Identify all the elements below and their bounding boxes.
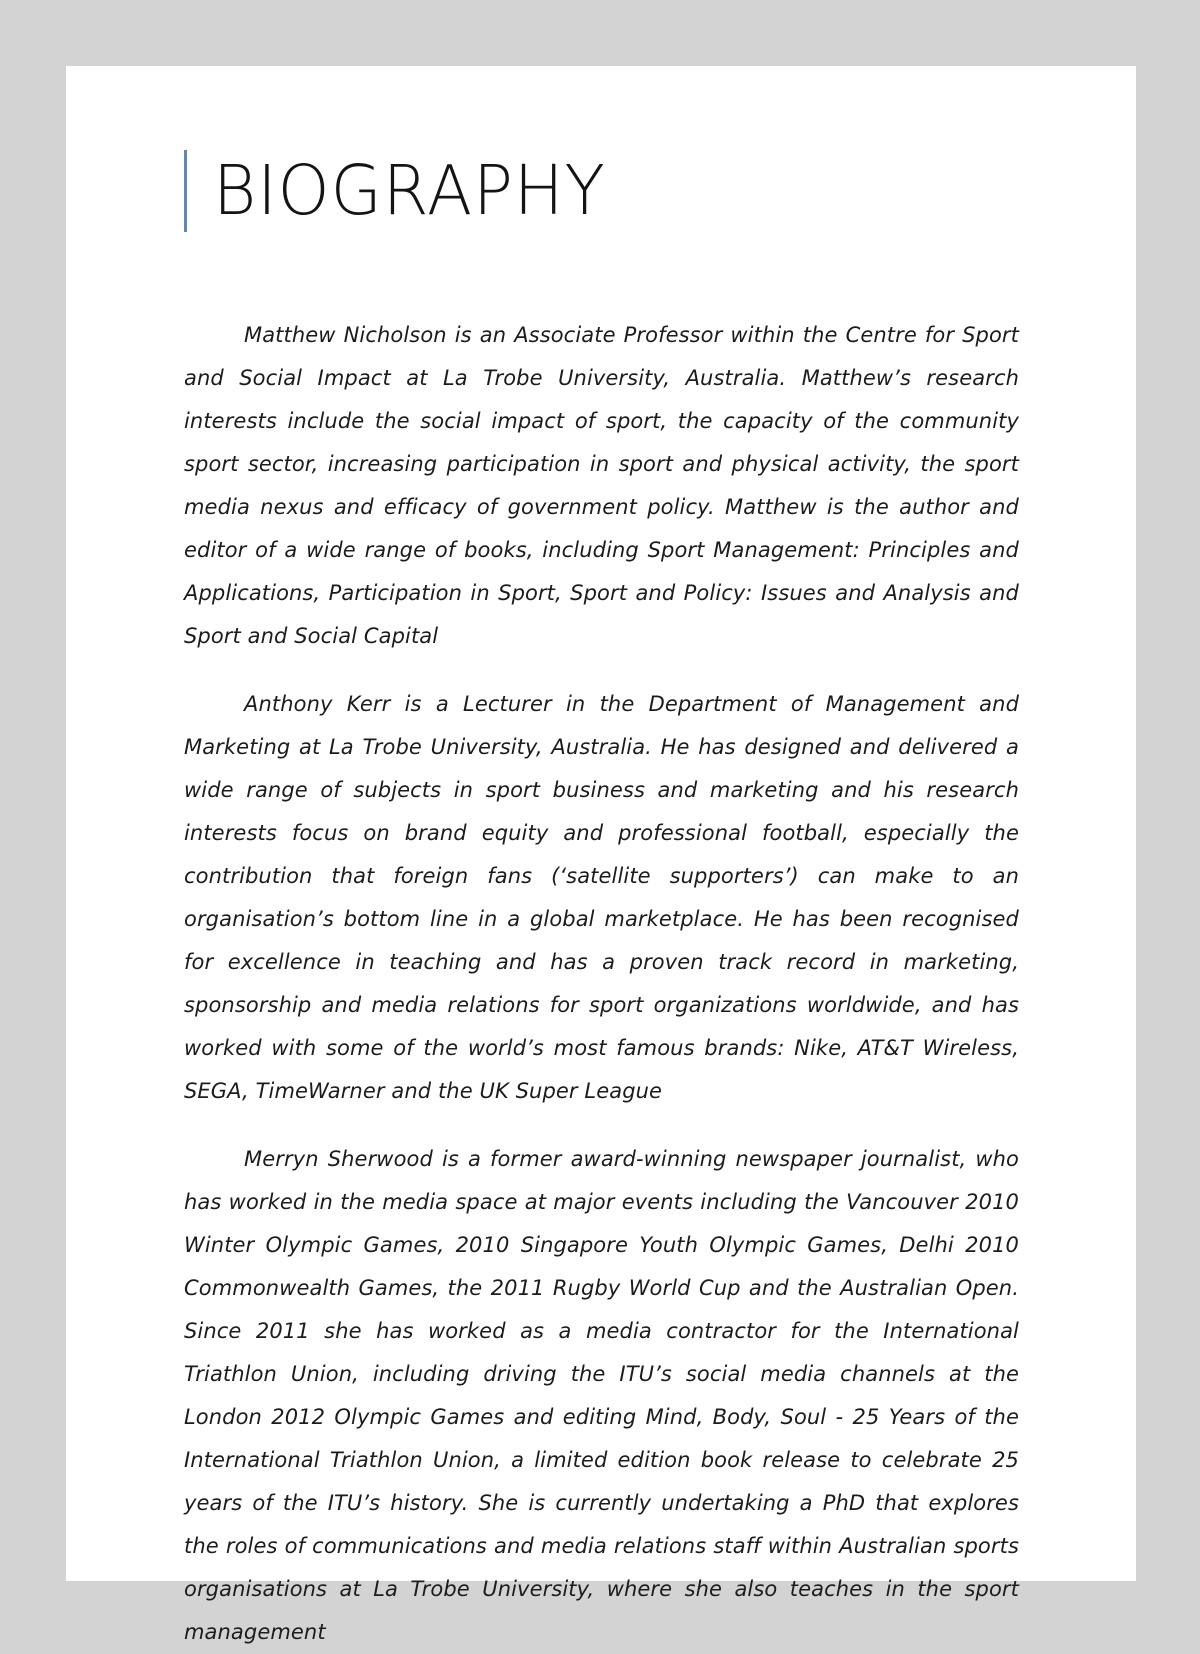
heading-block [184,150,606,232]
biography-paragraph-nicholson: Matthew Nicholson is an Associate Professor within the Centre for Sport and Social Impact at La Trobe University, Australia. Matthew’s research interests include the social impact of sport, the capacity of the community sport sector, increasing participation in sport and physical activity, the sport media nexus and efficacy of government policy. Matthew is the author and editor of a wide range of books, including Sport Management: Principles and Applications, Participation in Sport, Sport and Policy: Issues and Analysis and Sport and Social Capital [184,323,1019,648]
page-title: BIOGRAPHY [213,150,606,231]
biography-paragraph-sherwood: Merryn Sherwood is a former award-winning newspaper journalist, who has worked in the media space at major events including the Vancouver 2010 Winter Olympic Games, 2010 Singapore Youth Olympic Games, Delhi 2010 Commonwealth Games, the 2011 Rugby World Cup and the Australian Open. Since 2011 she has worked as a media contractor for the International Triathlon Union, including driving the ITU’s social media channels at the London 2012 Olympic Games and editing Mind, Body, Soul - 25 Years of the International Triathlon Union, a limited edition book release to celebrate 25 years of the ITU’s history. She is currently undertaking a PhD that explores the roles of communications and media relations staff within Australian sports organisations at La Trobe University, where she also teaches in the sport management [184,1147,1019,1644]
document-page [66,66,1136,1644]
biography-paragraph-kerr: Anthony Kerr is a Lecturer in the Department of Management and Marketing at La Trobe University, Australia. He has designed and delivered a wide range of subjects in sport business and marketing and his research interests focus on brand equity and professional football, especially the contribution that foreign fans (‘satellite supporters’) can make to an organisation’s bottom line in a global marketplace. He has been recognised for excellence in teaching and has a proven track record in marketing, sponsorship and media relations for sport organizations worldwide, and has worked with some of the world’s most famous brands: Nike, AT&T Wireless, SEGA, TimeWarner and the UK Super League [184,692,1019,1103]
biography-body [184,314,1019,1644]
